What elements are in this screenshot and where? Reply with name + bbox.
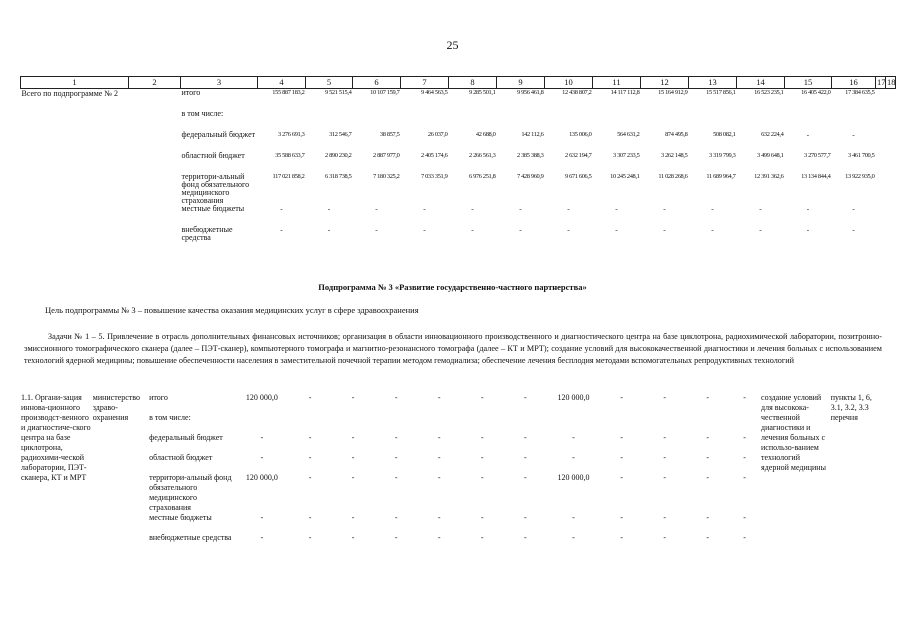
value-cell: 3 319 799,3 (708, 152, 736, 159)
value-cell: - (663, 433, 667, 442)
value-cell: - (620, 513, 623, 522)
value-cell: - (567, 205, 570, 213)
value-cell: - (519, 226, 522, 234)
empty-cell (876, 89, 886, 111)
value-cell: - (663, 393, 667, 402)
value-cell: - (743, 433, 746, 442)
value-cell: 508 082,1 (713, 131, 736, 138)
value-cell: 10 107 159,7 (370, 89, 400, 96)
value-cell: 16 405 422,0 (801, 89, 831, 96)
value-cell: - (394, 533, 398, 542)
value-cell: - (523, 533, 527, 542)
value-cell: - (523, 473, 527, 482)
value-cell: - (852, 205, 855, 213)
value-cell: - (523, 393, 527, 402)
value-cell: - (706, 533, 710, 542)
value-cell: - (706, 433, 710, 442)
value-cell: 9 671 606,5 (564, 173, 592, 180)
value-cell: - (437, 433, 441, 442)
value-cell: 13 134 844,4 (801, 173, 831, 180)
header-cell: 11 (593, 77, 641, 89)
value-cell: - (308, 453, 312, 462)
value-cell: - (308, 393, 312, 402)
empty-cell (886, 131, 896, 152)
value-cell: - (351, 393, 355, 402)
value-cell: - (351, 513, 355, 522)
value-cell (504, 413, 547, 433)
value-cell (306, 110, 353, 131)
value-cell: 3 270 577,7 (803, 152, 831, 159)
value-cell (235, 413, 288, 433)
value-cell: - (437, 393, 441, 402)
value-cell: 2 887 977,0 (372, 152, 400, 159)
value-cell: - (471, 226, 474, 234)
value-cell: - (620, 453, 623, 462)
value-cell: - (706, 393, 710, 402)
header-cell: 2 (129, 77, 181, 89)
header-cell: 3 (181, 77, 258, 89)
value-cell: 12 438 807,2 (562, 89, 592, 96)
value-cell: - (759, 226, 762, 234)
header-cell: 12 (641, 77, 689, 89)
value-cell: 35 588 633,7 (275, 152, 305, 159)
subprogram-title: Подпрограмма № 3 «Развитие государственно-частного партнерства» (318, 282, 587, 292)
value-cell: 874 495,8 (665, 131, 688, 138)
value-cell: - (706, 453, 710, 462)
value-cell: 120 000,0 (245, 473, 278, 482)
value-cell: - (706, 473, 710, 482)
value-cell (737, 110, 785, 131)
empty-cell (876, 152, 886, 173)
value-cell: - (308, 433, 312, 442)
value-cell: 2 632 194,7 (564, 152, 592, 159)
value-cell: 3 276 691,3 (277, 131, 305, 138)
value-cell: - (567, 226, 570, 234)
value-cell: - (375, 205, 378, 213)
value-cell: - (308, 513, 312, 522)
value-cell: - (519, 205, 522, 213)
value-cell: - (615, 205, 618, 213)
value-cell: - (480, 433, 484, 442)
value-cell: - (663, 226, 666, 234)
value-cell: - (327, 226, 331, 234)
value-cell: - (620, 393, 623, 402)
value-cell: - (480, 473, 484, 482)
value-cell: - (260, 433, 264, 442)
empty-cell (886, 89, 896, 111)
header-cell: 7 (401, 77, 449, 89)
value-cell: - (572, 433, 575, 442)
value-cell: - (743, 473, 746, 482)
source-cell: федеральный бюджет (149, 433, 223, 442)
table-row (20, 453, 881, 473)
value-cell (332, 413, 375, 433)
value-cell: - (523, 453, 527, 462)
value-cell (547, 413, 600, 433)
empty-cell (886, 205, 896, 226)
value-cell: - (620, 433, 623, 442)
value-cell: - (663, 513, 667, 522)
empty-cell (886, 173, 896, 205)
value-cell: - (280, 205, 283, 213)
source-cell: в том числе: (149, 413, 191, 422)
value-cell: - (806, 131, 810, 139)
table-row (20, 473, 881, 513)
value-cell: - (806, 205, 810, 213)
value-cell: - (437, 453, 441, 462)
page-number: 25 (446, 38, 459, 52)
value-cell: - (663, 453, 667, 462)
header-cell: 18 (887, 77, 896, 87)
value-cell: - (706, 513, 710, 522)
value-cell: 7 428 960,9 (516, 173, 544, 180)
source-cell: местные бюджеты (149, 513, 212, 522)
value-cell: 9 956 461,8 (516, 89, 544, 96)
value-cell: - (759, 205, 762, 213)
value-cell: - (480, 393, 484, 402)
header-cell: 16 (832, 77, 876, 89)
source-cell: внебюджетные средства (181, 225, 233, 242)
value-cell: - (620, 533, 623, 542)
header-cell: 14 (737, 77, 785, 89)
value-cell: 12 391 362,6 (754, 173, 784, 180)
value-cell: - (327, 205, 331, 213)
value-cell: - (663, 205, 666, 213)
header-cell: 1 (21, 77, 129, 89)
value-cell: - (572, 533, 575, 542)
empty-cell (886, 110, 896, 131)
value-cell: 564 631,2 (617, 131, 640, 138)
value-cell: - (308, 473, 312, 482)
source-cell: местные бюджеты (181, 204, 245, 213)
value-cell (289, 413, 332, 433)
value-cell: 17 384 635,5 (845, 89, 875, 96)
goal-paragraph: Цель подпрограммы № 3 – повышение качества оказания медицинских услуг в сфере здравоохранения (45, 305, 419, 315)
value-cell (643, 413, 686, 433)
table-row (21, 89, 896, 111)
value-cell: - (743, 513, 746, 522)
value-cell (353, 110, 401, 131)
value-cell: - (852, 131, 855, 139)
value-cell: - (394, 453, 398, 462)
value-cell: 2 266 561,3 (468, 152, 496, 159)
value-cell: - (423, 205, 426, 213)
empty-cell (129, 89, 181, 248)
value-cell: - (423, 226, 426, 234)
value-cell (461, 413, 504, 433)
value-cell: - (711, 205, 714, 213)
value-cell: - (437, 513, 441, 522)
value-cell: - (351, 533, 355, 542)
value-cell: - (523, 513, 527, 522)
value-cell: - (375, 226, 378, 234)
value-cell (418, 413, 461, 433)
value-cell: 6 318 738,5 (324, 173, 352, 180)
value-cell: - (852, 226, 855, 234)
value-cell: - (663, 533, 667, 542)
value-cell: - (743, 453, 746, 462)
value-cell (258, 110, 306, 131)
header-cell: 5 (306, 77, 353, 89)
value-cell: 3 499 648,1 (756, 152, 784, 159)
empty-cell (876, 110, 886, 131)
value-cell: 120 000,0 (557, 473, 590, 482)
value-cell: - (615, 226, 618, 234)
value-cell: 312 546,7 (329, 131, 352, 138)
value-cell: - (711, 226, 714, 234)
value-cell (689, 110, 737, 131)
value-cell (686, 413, 729, 433)
source-cell: областной бюджет (181, 151, 245, 160)
executor: министерство здраво-охранения (92, 393, 141, 422)
empty-cell (876, 173, 886, 205)
value-cell: 632 224,4 (761, 131, 784, 138)
tasks-text: Задачи № 1 – 5. Привлечение в отрасль дополнительных финансовых источников; организация в области инновационного производственного и диагностического центра на базе циклотрона, радиохимической лаборатории, позитронно-эмиссионного томографического сканера (далее – ПЭТ-сканер), компьютерного томографа и магнитно-резонансного томографа (далее – КТ и МРТ); создание условий для высококачественной диагностики и лечения больных с использованием технологий ядерной медицины; повышение обеспеченности населения в заместительной почечной терапии методом гемодиализа; обеспечение лечения бесплодия методами вспомогательных репродуктивных технологий (24, 332, 882, 365)
value-cell (600, 413, 643, 433)
empty-cell (886, 152, 896, 173)
value-cell: - (260, 513, 264, 522)
value-cell: - (743, 533, 746, 542)
value-cell: - (394, 473, 398, 482)
value-cell (593, 110, 641, 131)
value-cell: - (308, 533, 312, 542)
value-cell: 6 976 251,8 (468, 173, 496, 180)
total-label: Всего по подпрограмме № 2 (21, 89, 118, 98)
table-row (20, 393, 881, 413)
table-row (20, 413, 881, 433)
table-header-row (21, 77, 896, 89)
value-cell: 15 517 856,1 (706, 89, 736, 96)
empty-cell (876, 131, 886, 152)
value-cell: 14 117 112,8 (610, 89, 640, 96)
value-cell: 7 033 351,9 (420, 173, 448, 180)
value-cell: 3 307 233,5 (612, 152, 640, 159)
value-cell (375, 413, 418, 433)
value-cell: - (394, 513, 398, 522)
measure-table-1-1 (20, 393, 881, 553)
value-cell: 10 245 248,1 (610, 173, 640, 180)
empty-cell (876, 226, 886, 247)
header-cell: 10 (545, 77, 593, 89)
value-cell: - (437, 533, 441, 542)
value-cell: 42 688,0 (475, 131, 496, 138)
empty-cell (876, 205, 886, 226)
expected-result: создание условий для высокока-чественной диагностики и лечения больных с использо-ванием технологий ядерной медицины (761, 393, 826, 472)
value-cell (832, 110, 876, 131)
value-cell: 135 006,0 (569, 131, 592, 138)
header-cell: 4 (258, 77, 306, 89)
value-cell: - (471, 205, 474, 213)
source-cell: внебюджетные средства (149, 533, 232, 542)
value-cell: - (572, 453, 575, 462)
value-cell: - (260, 533, 264, 542)
source-cell: итого (149, 393, 168, 402)
source-cell: федеральный бюджет (181, 130, 256, 139)
value-cell: - (480, 513, 484, 522)
table-row (20, 513, 881, 533)
header-cell: 13 (689, 77, 737, 89)
value-cell: 38 857,5 (379, 131, 400, 138)
value-cell: - (351, 453, 355, 462)
table-row (20, 533, 881, 553)
value-cell: 16 523 235,1 (754, 89, 784, 96)
value-cell: 9 464 563,5 (420, 89, 448, 96)
header-cell: 6 (353, 77, 401, 89)
value-cell: 155 887 183,2 (272, 89, 305, 96)
value-cell: 120 000,0 (557, 393, 590, 402)
value-cell (545, 110, 593, 131)
value-cell: - (663, 473, 667, 482)
value-cell: - (806, 226, 810, 234)
value-cell: - (572, 513, 575, 522)
indicators: пункты 1, 6, 3.1, 3.2, 3.3 перечня (830, 393, 872, 422)
funding-table-subprogram-2 (20, 76, 896, 247)
value-cell: 2 890 230,2 (324, 152, 352, 159)
value-cell: - (394, 393, 398, 402)
value-cell: - (620, 473, 623, 482)
table-row (20, 433, 881, 453)
value-cell: - (437, 473, 441, 482)
value-cell: - (743, 393, 746, 402)
value-cell (785, 110, 832, 131)
value-cell: 7 180 325,2 (372, 173, 400, 180)
value-cell: 142 112,6 (521, 131, 544, 138)
value-cell (729, 413, 760, 433)
value-cell: 2 405 174,6 (420, 152, 448, 159)
value-cell: - (260, 453, 264, 462)
value-cell: - (480, 533, 484, 542)
value-cell: 117 021 858,2 (272, 173, 305, 180)
header-cell: 17 (877, 77, 886, 87)
source-cell: в том числе: (181, 109, 224, 118)
value-cell: 120 000,0 (245, 393, 278, 402)
value-cell: 3 262 148,5 (660, 152, 688, 159)
value-cell: 15 164 912,9 (658, 89, 688, 96)
value-cell: 2 385 388,3 (516, 152, 544, 159)
value-cell (497, 110, 545, 131)
value-cell: 9 521 515,4 (324, 89, 352, 96)
value-cell: 11 028 268,6 (658, 173, 688, 180)
value-cell (401, 110, 449, 131)
value-cell: - (351, 433, 355, 442)
value-cell: - (351, 473, 355, 482)
value-cell: 26 037,0 (427, 131, 448, 138)
value-cell: 11 689 964,7 (706, 173, 736, 180)
value-cell: - (523, 433, 527, 442)
source-cell: областной бюджет (149, 453, 213, 462)
value-cell (449, 110, 497, 131)
tasks-paragraph (24, 331, 882, 367)
value-cell: 3 461 700,5 (847, 152, 875, 159)
value-cell: - (480, 453, 484, 462)
header-cell: 15 (785, 77, 832, 89)
source-cell: территори-альный фонд обязательного медицинского страхования (149, 473, 232, 512)
value-cell: 13 922 935,0 (845, 173, 875, 180)
source-cell: итого (181, 88, 201, 97)
value-cell: 9 285 501,1 (468, 89, 496, 96)
measure-name: 1.1. Органи-зация иннова-ционного производст-венного и диагностиче-ского центра на базе циклотрона, радиохими-ческой лаборатории, ПЭТ-сканера, КТ и МРТ (21, 393, 91, 482)
empty-cell (886, 226, 896, 247)
value-cell: - (394, 433, 398, 442)
source-cell: территори-альный фонд обязательного медицинского страхования (181, 172, 250, 205)
value-cell (641, 110, 689, 131)
header-cell: 9 (497, 77, 545, 89)
header-cell: 8 (449, 77, 497, 89)
value-cell: - (280, 226, 283, 234)
